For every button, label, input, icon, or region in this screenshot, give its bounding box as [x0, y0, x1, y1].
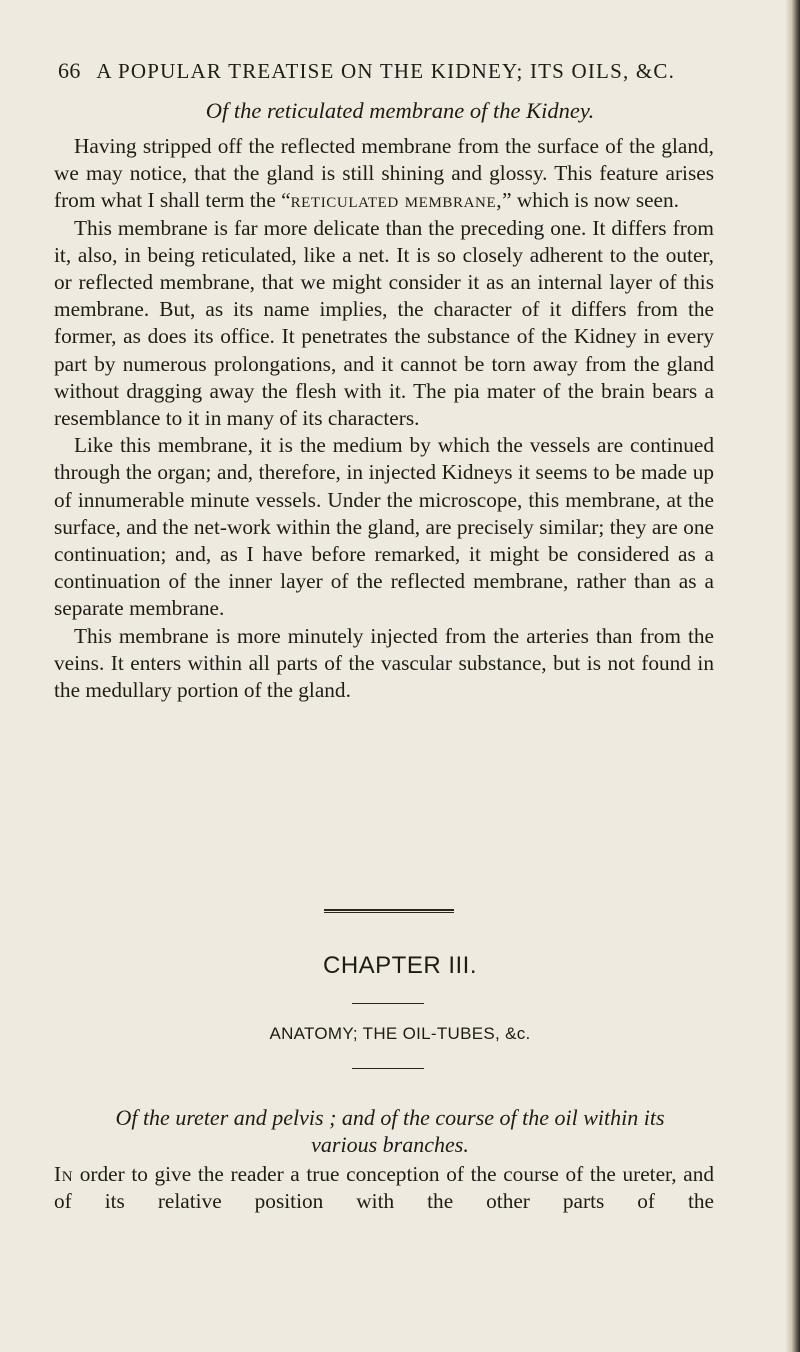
double-rule-divider — [324, 909, 454, 913]
paragraph: This membrane is more minutely injected from the arteries than from the veins. It enters within all parts of the vascular substance, but is not found in the medullary portion of the gland. — [54, 623, 714, 703]
body-text — [54, 133, 714, 704]
paragraph: This membrane is far more delicate than the preceding one. It differs from it, also, in being reticulated, like a net. It is so closely adherent to the outer, or reflected membrane, that we might consider it as an internal layer of this membrane. But, as its name implies, the character of it differs from the former, as does its office. It penetrates the substance of the Kidney in every part by numerous prolongations, and it cannot be torn away from the gland without dragging away the flesh with it. The pia mater of the brain bears a resemblance to it in many of its characters. — [54, 215, 714, 431]
rule-divider — [352, 1003, 424, 1004]
chapter-title: CHAPTER III. — [322, 952, 478, 979]
final-paragraph — [54, 1161, 714, 1215]
running-header — [58, 58, 698, 84]
chapter-subtitle: ANATOMY; THE OIL-TUBES, &c. — [269, 1024, 531, 1043]
subhead-line: Of the ureter and pelvis ; and of the course of the oil within its — [115, 1105, 665, 1130]
paragraph — [54, 133, 714, 215]
paragraph-text: Having stripped off the reflected membrane from the surface of the gland, we may notice, that the gland is still shining and glossy. This feature arises from what I shall term the “ — [54, 134, 714, 213]
page-number: 66 — [58, 58, 81, 83]
paragraph — [54, 1161, 714, 1215]
paragraph: Like this membrane, it is the medium by which the vessels are continued through the organ; and, therefore, in injected Kidneys it seems to be made up of innumerable minute vessels. Under the microscope, this membrane, at the surface, and the net-work within the gland, are precisely similar; they are one continuation; and, as I have before remarked, it might be considered as a continuation of the inner layer of the reflected membrane, rather than as a separate membrane. — [54, 433, 714, 621]
section-title: Of the reticulated membrane of the Kidney. — [205, 98, 595, 123]
term-small-caps: reticulated membrane, — [290, 188, 503, 213]
subhead-line: various branches. — [311, 1132, 469, 1157]
section-subhead — [60, 1104, 720, 1158]
paragraph-text: order to give the reader a true conception of the course of the ureter, and of its relative position with the other parts of the — [54, 1162, 714, 1214]
paragraph-text: ” which is now seen. — [502, 188, 679, 213]
running-title: A POPULAR TREATISE ON THE KIDNEY; ITS OILS, &C. — [96, 59, 676, 83]
page-edge-shadow — [786, 0, 800, 1352]
rule-divider — [352, 1068, 424, 1069]
opening-word: In — [54, 1162, 74, 1186]
